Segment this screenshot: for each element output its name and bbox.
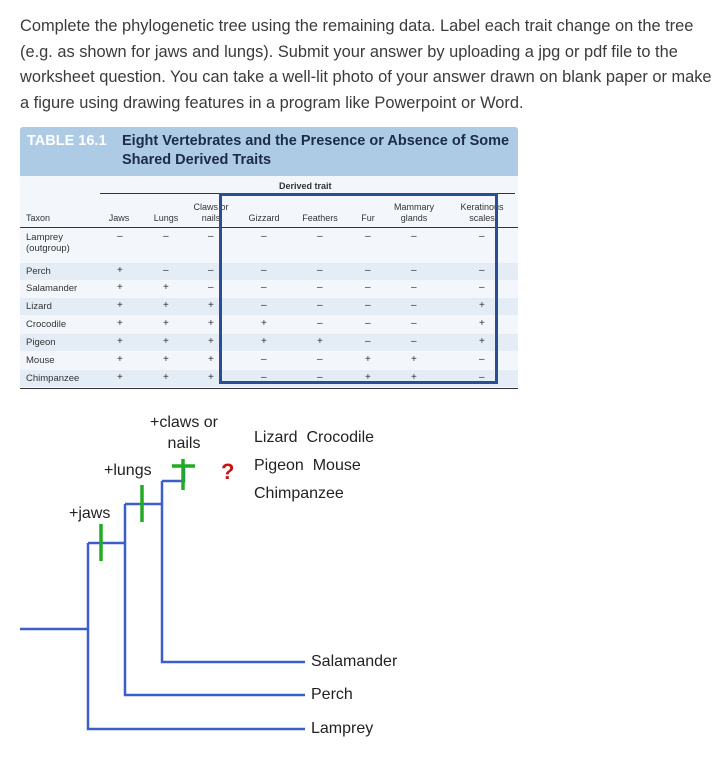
table-cell: – [479,231,485,242]
col-header-gizzard: Gizzard [248,213,280,223]
branch-node4 [162,466,184,481]
col-header-keratinous: Keratinous scales [460,202,504,223]
table-cell: + [479,300,485,311]
table-cell: + [365,372,371,383]
table-cell: + [208,318,214,329]
table-cell: + [117,265,123,276]
table-cell: + [163,282,169,293]
tip-label-lamprey: Lamprey [311,720,374,737]
table-cell: + [163,354,169,365]
table-cell: + [117,372,123,383]
table-cell: + [117,354,123,365]
table-cell: – [317,354,323,365]
table-cell: – [411,318,417,329]
table-row-taxon: Crocodile [26,319,67,330]
branch-node1 [88,543,305,729]
table-cell: + [411,372,417,383]
table-row-taxon: Pigeon [26,337,56,348]
table-cell: – [365,300,371,311]
table-row-taxon: Perch [26,266,51,277]
table-cell: – [365,336,371,347]
table-cell: – [411,336,417,347]
table-title: Eight Vertebrates and the Presence or Absence of Some Shared Derived Traits [122,133,510,168]
table-cell: – [317,231,323,242]
table-cell: + [208,300,214,311]
table-cell: – [411,300,417,311]
table-row-taxon: Lizard [26,301,52,312]
tip-label-salamander: Salamander [311,653,398,670]
table-cell: + [208,372,214,383]
table-cell: – [317,300,323,311]
table-cell: – [365,282,371,293]
table-cell: – [261,300,267,311]
table-cell: – [261,231,267,242]
table-cell: + [479,336,485,347]
table-cell: + [261,336,267,347]
col-header-fur: Fur [361,213,375,223]
trait-label-claws [144,412,224,454]
table-cell: + [117,300,123,311]
table-row-taxon: Mouse [26,355,55,366]
branch-node3 [125,481,305,662]
table-cell: + [479,318,485,329]
table-number: TABLE 16.1 [27,133,107,149]
trait-label-claws-text: +claws or nails [149,414,219,452]
table-cell: – [208,282,214,293]
table-row-taxon: Chimpanzee [26,373,80,384]
table-cell: + [163,336,169,347]
table-cell: + [317,336,323,347]
unresolved-taxa-line-3: Chimpanzee [254,485,344,502]
col-header-taxon: Taxon [26,213,51,223]
table-cell: + [117,318,123,329]
table-cell: – [317,318,323,329]
branch-node2 [88,504,305,695]
table-cell: – [317,282,323,293]
trait-label-lungs: +lungs [104,462,152,479]
table-cell: – [163,231,169,242]
table-cell: + [208,336,214,347]
unresolved-taxa-line-1: Lizard Crocodile [254,429,375,446]
table-cell: + [117,282,123,293]
table-cell: + [163,372,169,383]
table-cell: – [317,265,323,276]
table-cell: – [411,231,417,242]
col-header-mammary: Mammary glands [394,202,434,223]
table-cell: + [117,336,123,347]
table-cell: – [365,265,371,276]
table-cell: – [208,265,214,276]
instructions-text: Complete the phylogenetic tree using the remaining data. Label each trait change on the tree (e.g. as shown for jaws and lungs). Submit your answer by uploading a jpg or pdf file to the worksheet question. You can take a well-lit photo of your answer drawn on blank paper or make a figure using drawing features in a program like Powerpoint or Word. [20,17,712,112]
table-row-taxon: Lamprey (outgroup) [26,232,70,254]
table-cell: – [411,265,417,276]
table-cell: – [365,231,371,242]
table-cell: – [479,372,485,383]
table-cell: – [479,354,485,365]
col-header-jaws: Jaws [108,213,130,223]
derived-trait-label: Derived trait [279,181,332,191]
table-cell: – [163,265,169,276]
table-cell: – [317,372,323,383]
table-cell: – [117,231,123,242]
question-mark: ? [221,459,235,484]
table-row-taxon: Salamander [26,283,78,294]
table-cell: – [479,265,485,276]
table-cell: – [365,318,371,329]
table-cell: – [261,354,267,365]
table-cell: + [261,318,267,329]
col-header-feathers: Feathers [302,213,338,223]
trait-label-jaws: +jaws [69,505,111,522]
table-cell: + [163,318,169,329]
tip-label-perch: Perch [311,686,353,703]
table-cell: – [261,282,267,293]
table-cell: + [365,354,371,365]
table-cell: + [411,354,417,365]
table-cell: + [163,300,169,311]
col-header-claws: Claws or nails [193,202,229,223]
table-cell: – [208,231,214,242]
col-header-lungs: Lungs [153,213,179,223]
unresolved-taxa-line-2: Pigeon Mouse [254,457,361,474]
table-cell: – [261,265,267,276]
table-cell: – [411,282,417,293]
table-cell: + [208,354,214,365]
table-cell: – [261,372,267,383]
table-cell: – [479,282,485,293]
tree-branches [20,466,305,729]
